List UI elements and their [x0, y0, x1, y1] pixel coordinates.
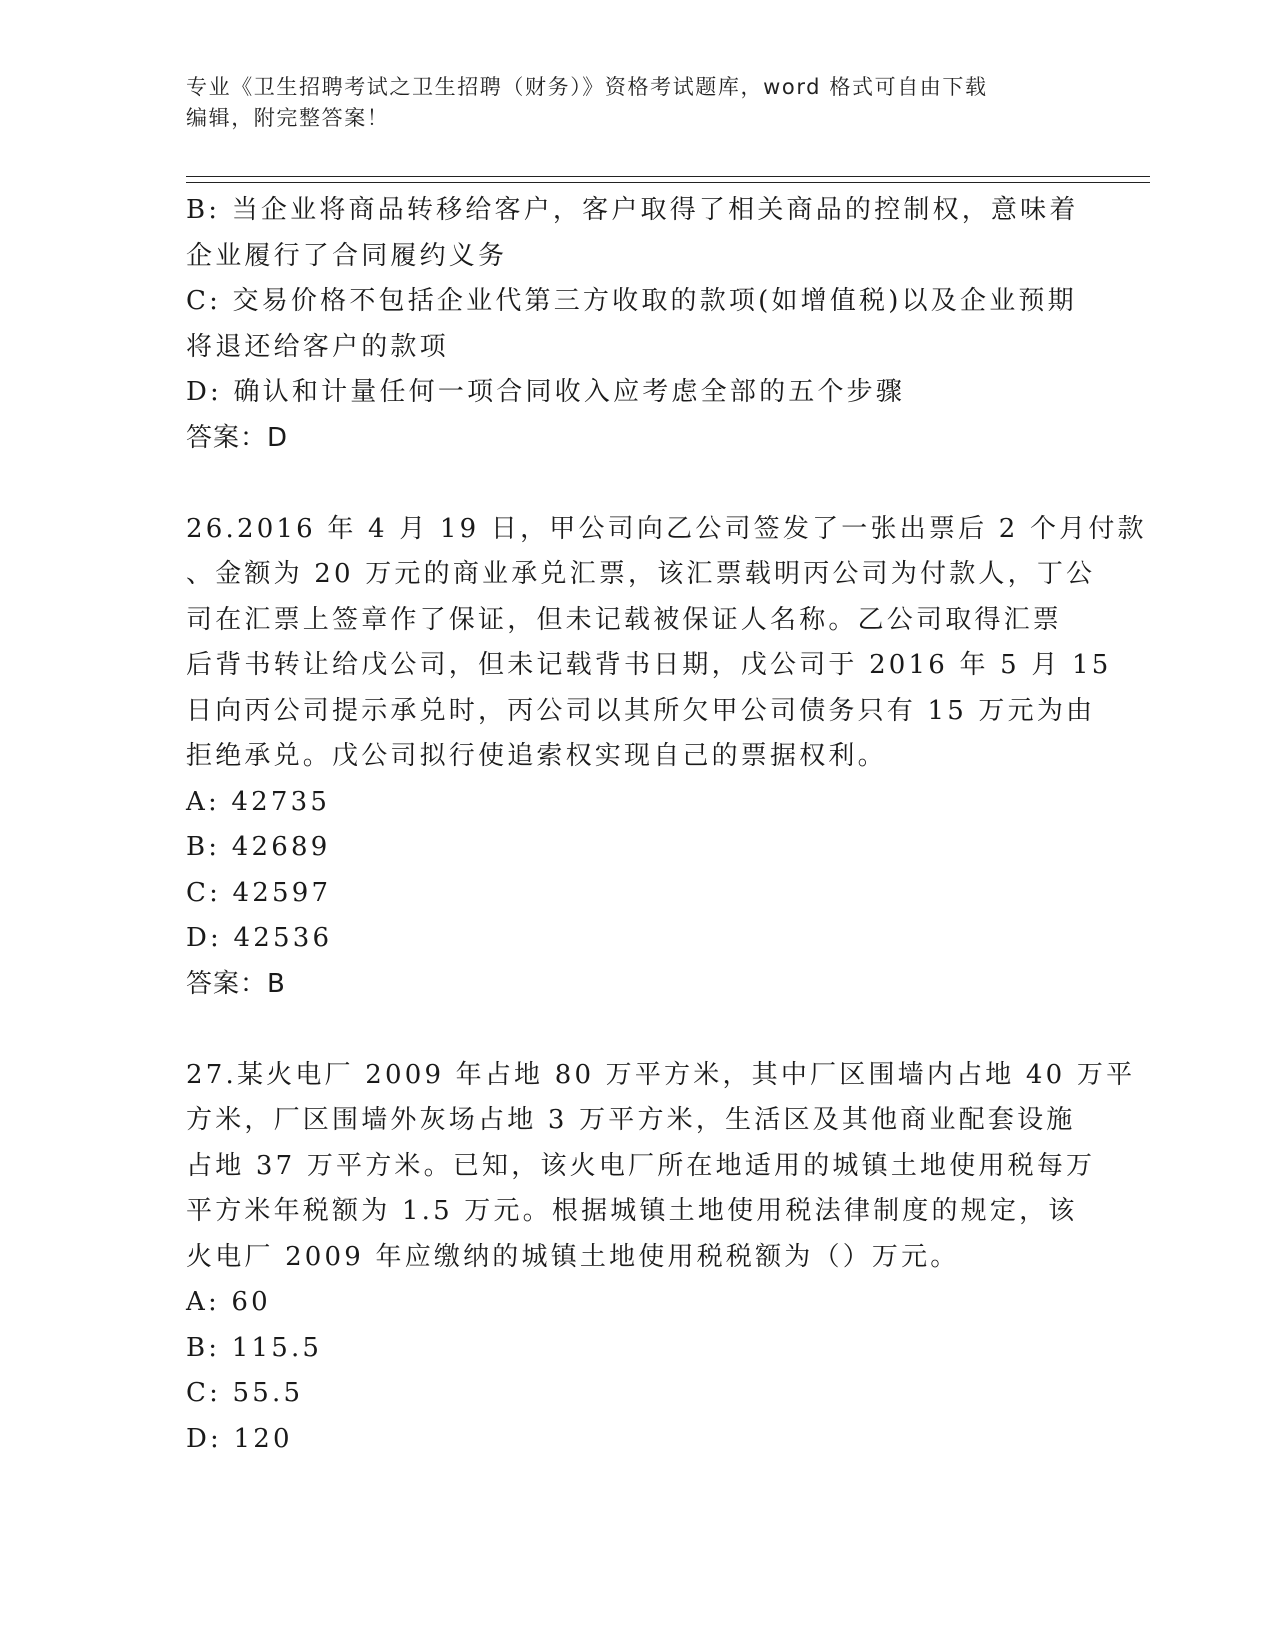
q27-option-d: D: 120	[186, 1423, 293, 1454]
q27-stem-line-2: 方米，厂区围墙外灰场占地 3 万平方米，生活区及其他商业配套设施	[186, 1105, 1076, 1135]
q27-option-a: A: 60	[186, 1287, 271, 1317]
q26-stem-line-6: 拒绝承兑。戊公司拟行使追索权实现自己的票据权利。	[186, 741, 887, 771]
q27-stem-line-1: 27.某火电厂 2009 年占地 80 万平方米，其中厂区围墙内占地 40 万平	[186, 1059, 1136, 1090]
document-header	[186, 72, 1066, 134]
q25-option-b-line-1: B: 当企业将商品转移给客户，客户取得了相关商品的控制权，意味着	[186, 195, 1079, 225]
q26-stem-line-1: 26.2016 年 4 月 19 日，甲公司向乙公司签发了一张出票后 2 个月付款	[186, 513, 1147, 544]
spacer	[186, 1007, 1076, 1053]
q26-answer: 答案：B	[186, 968, 286, 999]
question-25-options	[186, 188, 1079, 461]
q26-stem-line-4: 后背书转让给戊公司，但未记载背书日期，戊公司于 2016 年 5 月 15	[186, 650, 1112, 680]
header-rule-bottom	[186, 182, 1150, 183]
header-line-1: 专业《卫生招聘考试之卫生招聘（财务）》资格考试题库，word 格式可自由下载	[186, 75, 988, 99]
q27-option-c: C: 55.5	[186, 1378, 304, 1408]
q25-option-d: D: 确认和计量任何一项合同收入应考虑全部的五个步骤	[186, 377, 906, 407]
q26-option-a: A: 42735	[186, 786, 331, 817]
q27-stem-line-3: 占地 37 万平方米。已知，该火电厂所在地适用的城镇土地使用税每万	[186, 1150, 1096, 1181]
question-26	[186, 507, 1147, 1008]
q27-option-b: B: 115.5	[186, 1332, 323, 1363]
q27-stem-line-5: 火电厂 2009 年应缴纳的城镇土地使用税税额为（）万元。	[186, 1241, 960, 1272]
q25-option-c-line-1: C: 交易价格不包括企业代第三方收取的款项(如增值税)以及企业预期	[186, 286, 1077, 316]
q26-stem-line-3: 司在汇票上签章作了保证，但未记载被保证人名称。乙公司取得汇票	[186, 604, 1063, 635]
q26-stem-line-5: 日向丙公司提示承兑时，丙公司以其所欠甲公司债务只有 15 万元为由	[186, 695, 1096, 726]
q26-option-b: B: 42689	[186, 832, 331, 862]
q26-option-d: D: 42536	[186, 923, 333, 953]
header-rule-top	[186, 176, 1150, 177]
spacer	[186, 461, 1076, 507]
q27-stem-line-4: 平方米年税额为 1.5 万元。根据城镇土地使用税法律制度的规定，该	[186, 1196, 1078, 1226]
q26-stem-line-2: 、金额为 20 万元的商业承兑汇票，该汇票载明丙公司为付款人，丁公	[186, 559, 1096, 589]
question-27	[186, 1053, 1136, 1463]
q25-option-b-line-2: 企业履行了合同履约义务	[186, 240, 508, 271]
q25-answer: 答案：D	[186, 422, 289, 453]
q25-option-c-line-2: 将退还给客户的款项	[186, 331, 449, 362]
header-line-2: 编辑，附完整答案！	[186, 106, 390, 130]
q26-option-c: C: 42597	[186, 877, 332, 908]
document-body	[186, 188, 1147, 1462]
